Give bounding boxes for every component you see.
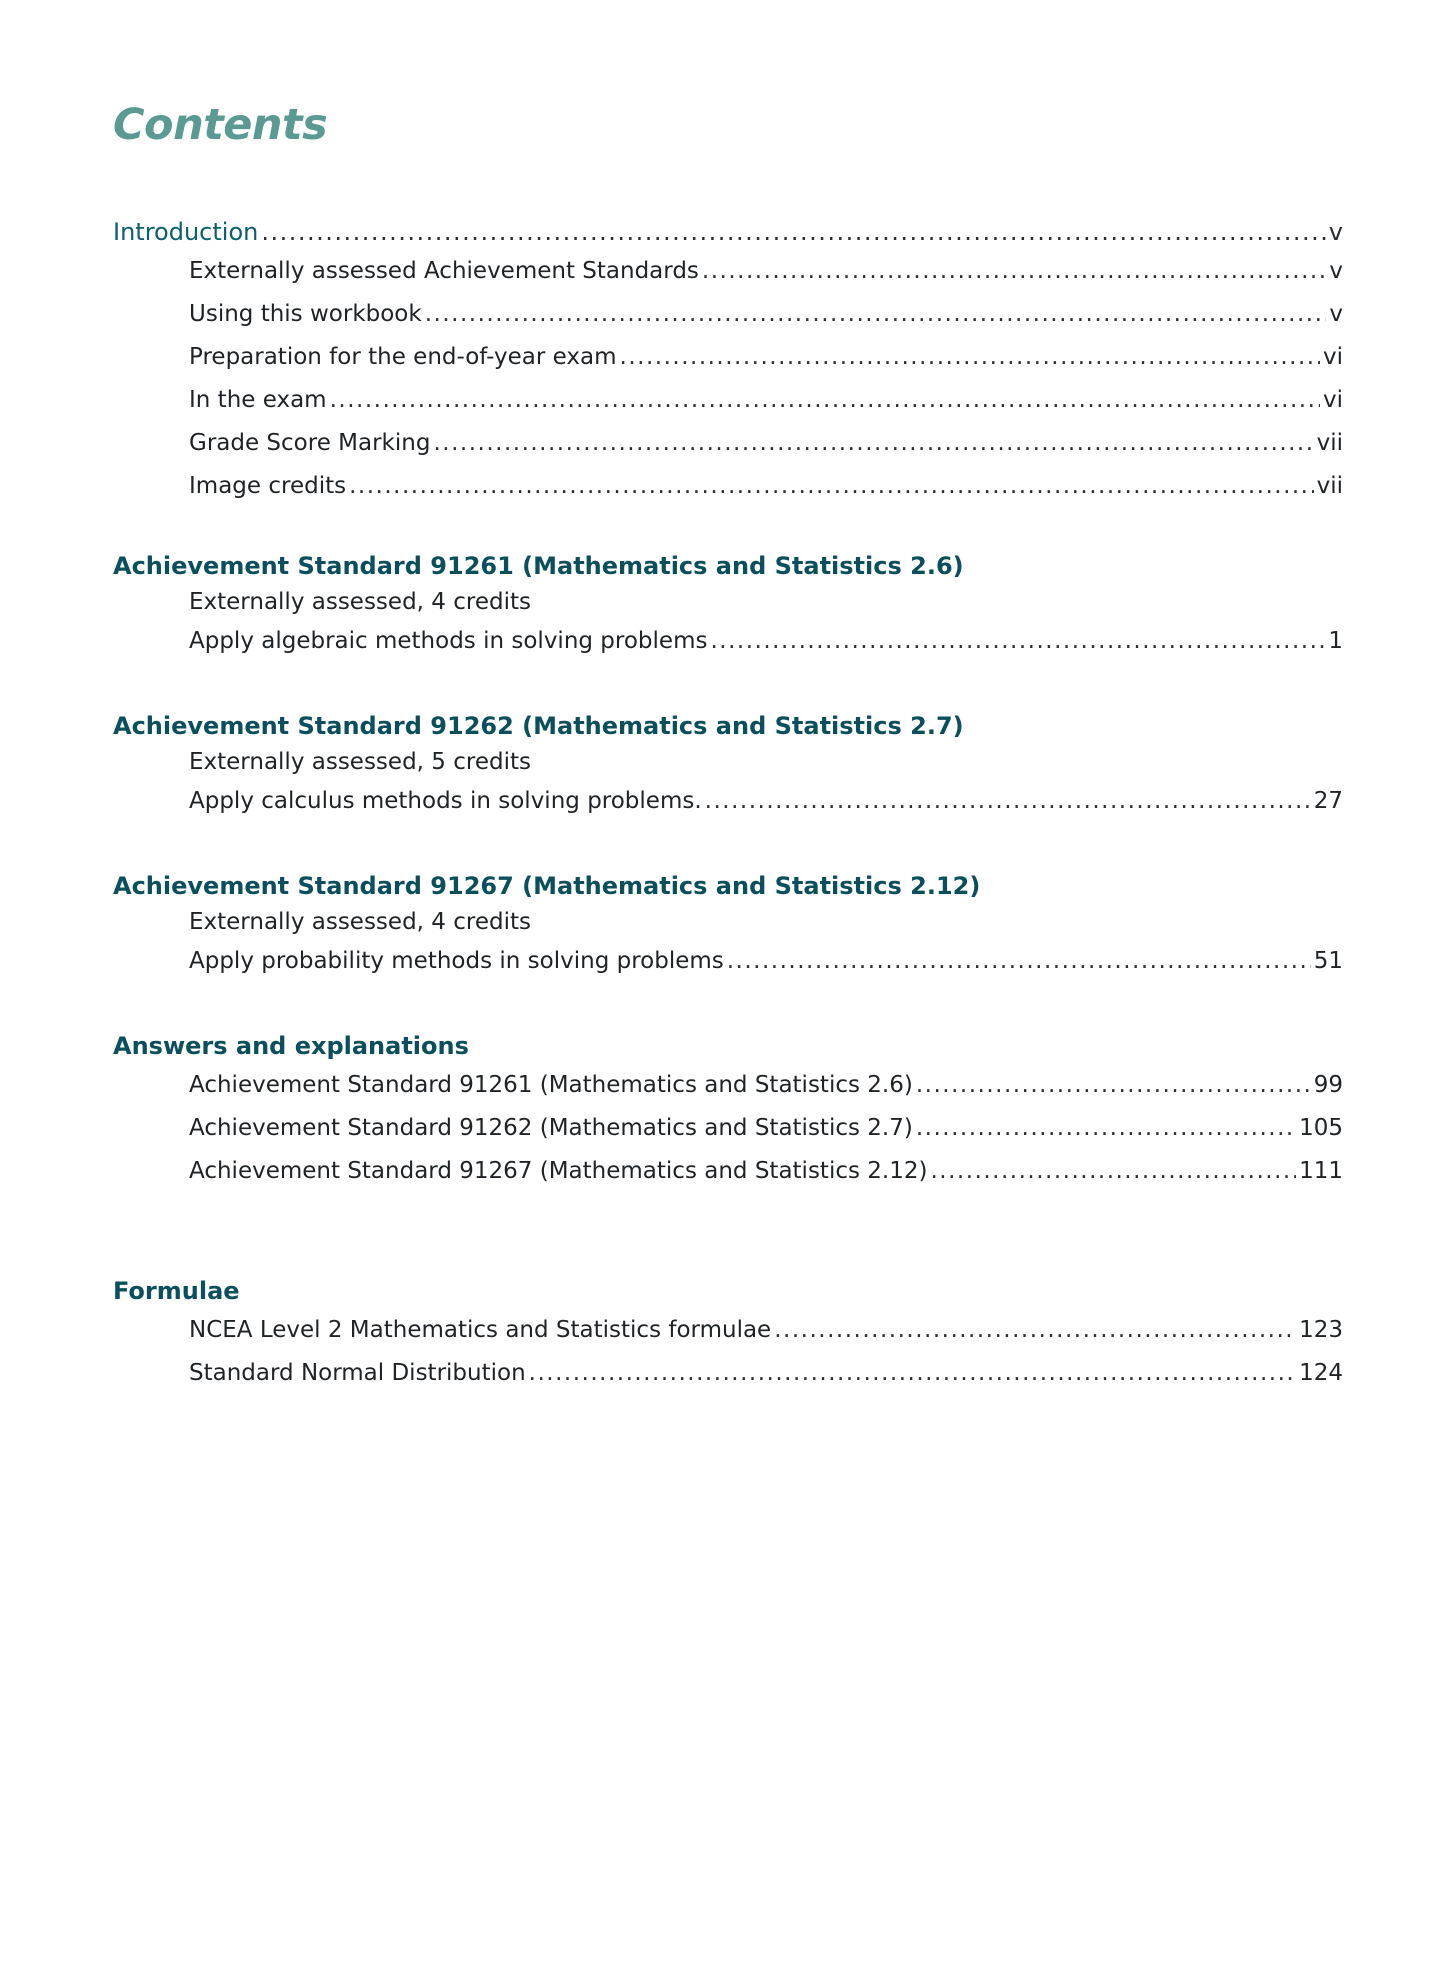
toc-label: In the exam — [189, 387, 327, 413]
section-heading: Formulae — [113, 1277, 240, 1305]
toc-page-number: 51 — [1313, 948, 1343, 974]
toc-page-number: 105 — [1299, 1115, 1343, 1141]
toc-label: Apply calculus methods in solving problems. — [189, 788, 702, 814]
dot-leader — [702, 250, 1326, 293]
standard-91262-section — [113, 708, 1343, 823]
toc-label: NCEA Level 2 Mathematics and Statistics formulae — [189, 1317, 772, 1343]
toc-entry[interactable] — [113, 293, 1343, 336]
toc-entry[interactable] — [113, 250, 1343, 293]
dot-leader — [261, 214, 1325, 250]
introduction-section — [113, 214, 1343, 508]
standard-91261-section — [113, 548, 1343, 663]
dot-leader — [916, 1107, 1296, 1150]
toc-page-number: vi — [1322, 387, 1343, 413]
dot-leader — [705, 780, 1311, 823]
toc-label: Standard Normal Distribution — [189, 1360, 526, 1386]
toc-entry[interactable] — [113, 780, 1343, 823]
toc-page-number: 99 — [1313, 1072, 1343, 1098]
toc-page-number: vii — [1316, 473, 1343, 499]
toc-page-number: v — [1329, 301, 1343, 327]
toc-label: Grade Score Marking — [189, 430, 431, 456]
toc-entry[interactable] — [113, 940, 1343, 983]
toc-entry[interactable] — [113, 1309, 1343, 1352]
toc-label: Externally assessed Achievement Standards — [189, 258, 699, 284]
toc-page-number: vi — [1322, 344, 1343, 370]
toc-entry[interactable] — [113, 379, 1343, 422]
toc-page-number: 27 — [1313, 788, 1343, 814]
page-title: Contents — [113, 100, 328, 150]
toc-page-number: vii — [1316, 430, 1343, 456]
toc-entry[interactable] — [113, 336, 1343, 379]
toc-entry[interactable] — [113, 1150, 1343, 1193]
toc-label: Apply algebraic methods in solving problems — [189, 628, 708, 654]
dot-leader — [433, 422, 1313, 465]
dot-leader — [727, 940, 1311, 983]
toc-label: Introduction — [113, 218, 259, 246]
dot-leader — [774, 1309, 1296, 1352]
dot-leader — [710, 620, 1325, 663]
credits-text: Externally assessed, 4 credits — [189, 909, 531, 935]
dot-leader — [916, 1064, 1311, 1107]
dot-leader — [620, 336, 1320, 379]
standard-91267-section — [113, 868, 1343, 983]
toc-entry[interactable] — [113, 1352, 1343, 1395]
toc-label: Achievement Standard 91262 (Mathematics and Statistics 2.7) — [189, 1115, 913, 1141]
toc-page-number: 111 — [1299, 1158, 1343, 1184]
section-heading: Achievement Standard 91261 (Mathematics and Statistics 2.6) — [113, 552, 964, 580]
toc-entry-introduction[interactable] — [113, 214, 1343, 250]
section-heading: Answers and explanations — [113, 1032, 469, 1060]
toc-page-number: 123 — [1299, 1317, 1343, 1343]
answers-section — [113, 1028, 1343, 1193]
dot-leader — [425, 293, 1327, 336]
toc-entry[interactable] — [113, 422, 1343, 465]
toc-entry[interactable] — [113, 1064, 1343, 1107]
toc-entry[interactable] — [113, 620, 1343, 663]
credits-text: Externally assessed, 4 credits — [189, 589, 531, 615]
dot-leader — [930, 1150, 1296, 1193]
toc-page-number: v — [1328, 218, 1343, 246]
toc-page-number: 124 — [1299, 1360, 1343, 1386]
toc-label: Achievement Standard 91261 (Mathematics and Statistics 2.6) — [189, 1072, 913, 1098]
credits-text: Externally assessed, 5 credits — [189, 749, 531, 775]
toc-entry[interactable] — [113, 465, 1343, 508]
dot-leader — [330, 379, 1320, 422]
section-heading: Achievement Standard 91267 (Mathematics and Statistics 2.12) — [113, 872, 981, 900]
toc-label: Apply probability methods in solving problems — [189, 948, 724, 974]
section-heading: Achievement Standard 91262 (Mathematics and Statistics 2.7) — [113, 712, 964, 740]
dot-leader — [349, 465, 1314, 508]
toc-entry[interactable] — [113, 1107, 1343, 1150]
toc-page-number: 1 — [1328, 628, 1343, 654]
toc-label: Achievement Standard 91267 (Mathematics and Statistics 2.12) — [189, 1158, 928, 1184]
toc-page-number: v — [1329, 258, 1343, 284]
toc-label: Preparation for the end-of-year exam — [189, 344, 617, 370]
toc-label: Image credits — [189, 473, 347, 499]
dot-leader — [529, 1352, 1296, 1395]
toc-label: Using this workbook — [189, 301, 422, 327]
formulae-section — [113, 1273, 1343, 1395]
